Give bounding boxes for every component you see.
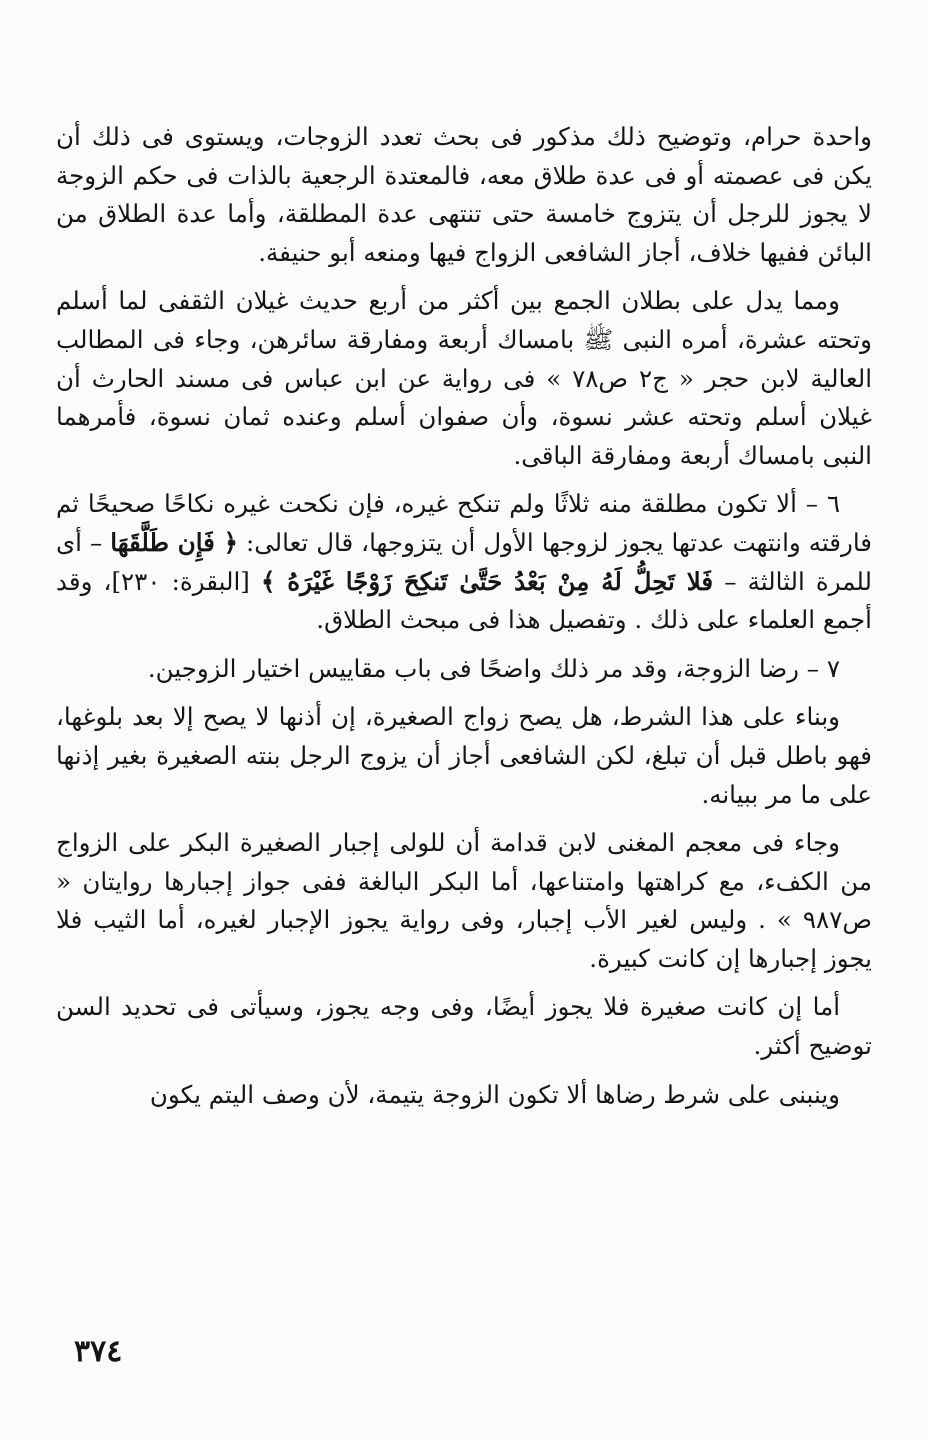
page-number: ٣٧٤ [74, 1334, 123, 1369]
quran-verse-part1: ﴿ فَإِن طَلَّقَهَا [110, 527, 238, 557]
paragraph-marriage-count: واحدة حرام، وتوضيح ذلك مذكور فى بحث تعدد الزوجات، ويستوى فى ذلك أن يكن فى عصمته أو فى عدة طلاق معه، فالمعتدة الرجعية بالذات فى حكم الزوجة لا يجوز للرجل أن يتزوج خامسة حتى تنتهى عدة المطلقة، وأما عدة الطلاق من البائن ففيها خلاف، أجاز الشافعى الزواج فيها ومنعه أبو حنيفة. [56, 122, 872, 267]
paragraph-ghaylan-hadith: ومما يدل على بطلان الجمع بين أكثر من أربع حديث غيلان الثقفى لما أسلم وتحته عشرة، أمره النبى ﷺ بامساك أربعة ومفارقة سائرهن، وجاء فى المطالب العالية لابن حجر « ج٢ ص٧٨ » فى رواية عن ابن عباس فى مسند الحارث أن غيلان أسلم وتحته عشر نسوة، وأن صفوان أسلم وعنده ثمان نسوة، فأمرهما النبى بامساك أربعة ومفارقة الباقى. [56, 286, 872, 470]
paragraph-condition-6 [56, 485, 872, 639]
condition-6-text: ٦ – ألا تكون مطلقة منه ثلاثًا ولم تنكح غيره، فإن نكحت غيره نكاحًا صحيحًا ثم فارقته وانتهت عدتها يجوز لزوجها الأول أن يتزوجها، قال تعالى: [56, 489, 872, 557]
paragraph-orphan: وينبنى على شرط رضاها ألا تكون الزوجة يتيمة، لأن وصف اليتم يكون [149, 1079, 840, 1109]
paragraph-minor-marriage: وبناء على هذا الشرط، هل يصح زواج الصغيرة، إن أذنها لا يصح إلا بعد بلوغها، فهو باطل قبل أن تبلغ، لكن الشافعى أجاز أن يزوج الرجل بنته الصغيرة بغير إذنها على ما مر ببيانه. [56, 702, 872, 809]
paragraph-young-thayyib: أما إن كانت صغيرة فلا يجوز أيضًا، وفى وجه يجوز، وسيأتى فى تحديد السن توضيح أكثر. [56, 992, 872, 1061]
body-text [56, 118, 872, 1124]
verse-gloss: – أى للمرة الثالثة – [56, 527, 873, 596]
paragraph-condition-7: ٧ – رضا الزوجة، وقد مر ذلك واضحًا فى باب مقاييس اختيار الزوجين. [147, 653, 840, 683]
verse-citation-text: [البقرة: ٢٣٠]، وقد أجمع العلماء على ذلك . وتفصيل هذا فى مبحث الطلاق. [56, 566, 872, 635]
quran-verse-part2: فَلا تَحِلُّ لَهُ مِنْ بَعْدُ حَتَّىٰ تَنكِحَ زَوْجًا غَيْرَهُ ﴾ [261, 566, 714, 596]
paragraph-mughni: وجاء فى معجم المغنى لابن قدامة أن للولى إجبار الصغيرة البكر على الزواج من الكفء، مع كراهتها وامتناعها، أما البكر البالغة ففى جواز إجبارها روايتان « ص٩٨٧ » . وليس لغير الأب إجبار، وفى رواية يجوز الإجبار لغيره، أما الثيب فلا يجوز إجبارها إن كانت كبيرة. [56, 828, 872, 973]
